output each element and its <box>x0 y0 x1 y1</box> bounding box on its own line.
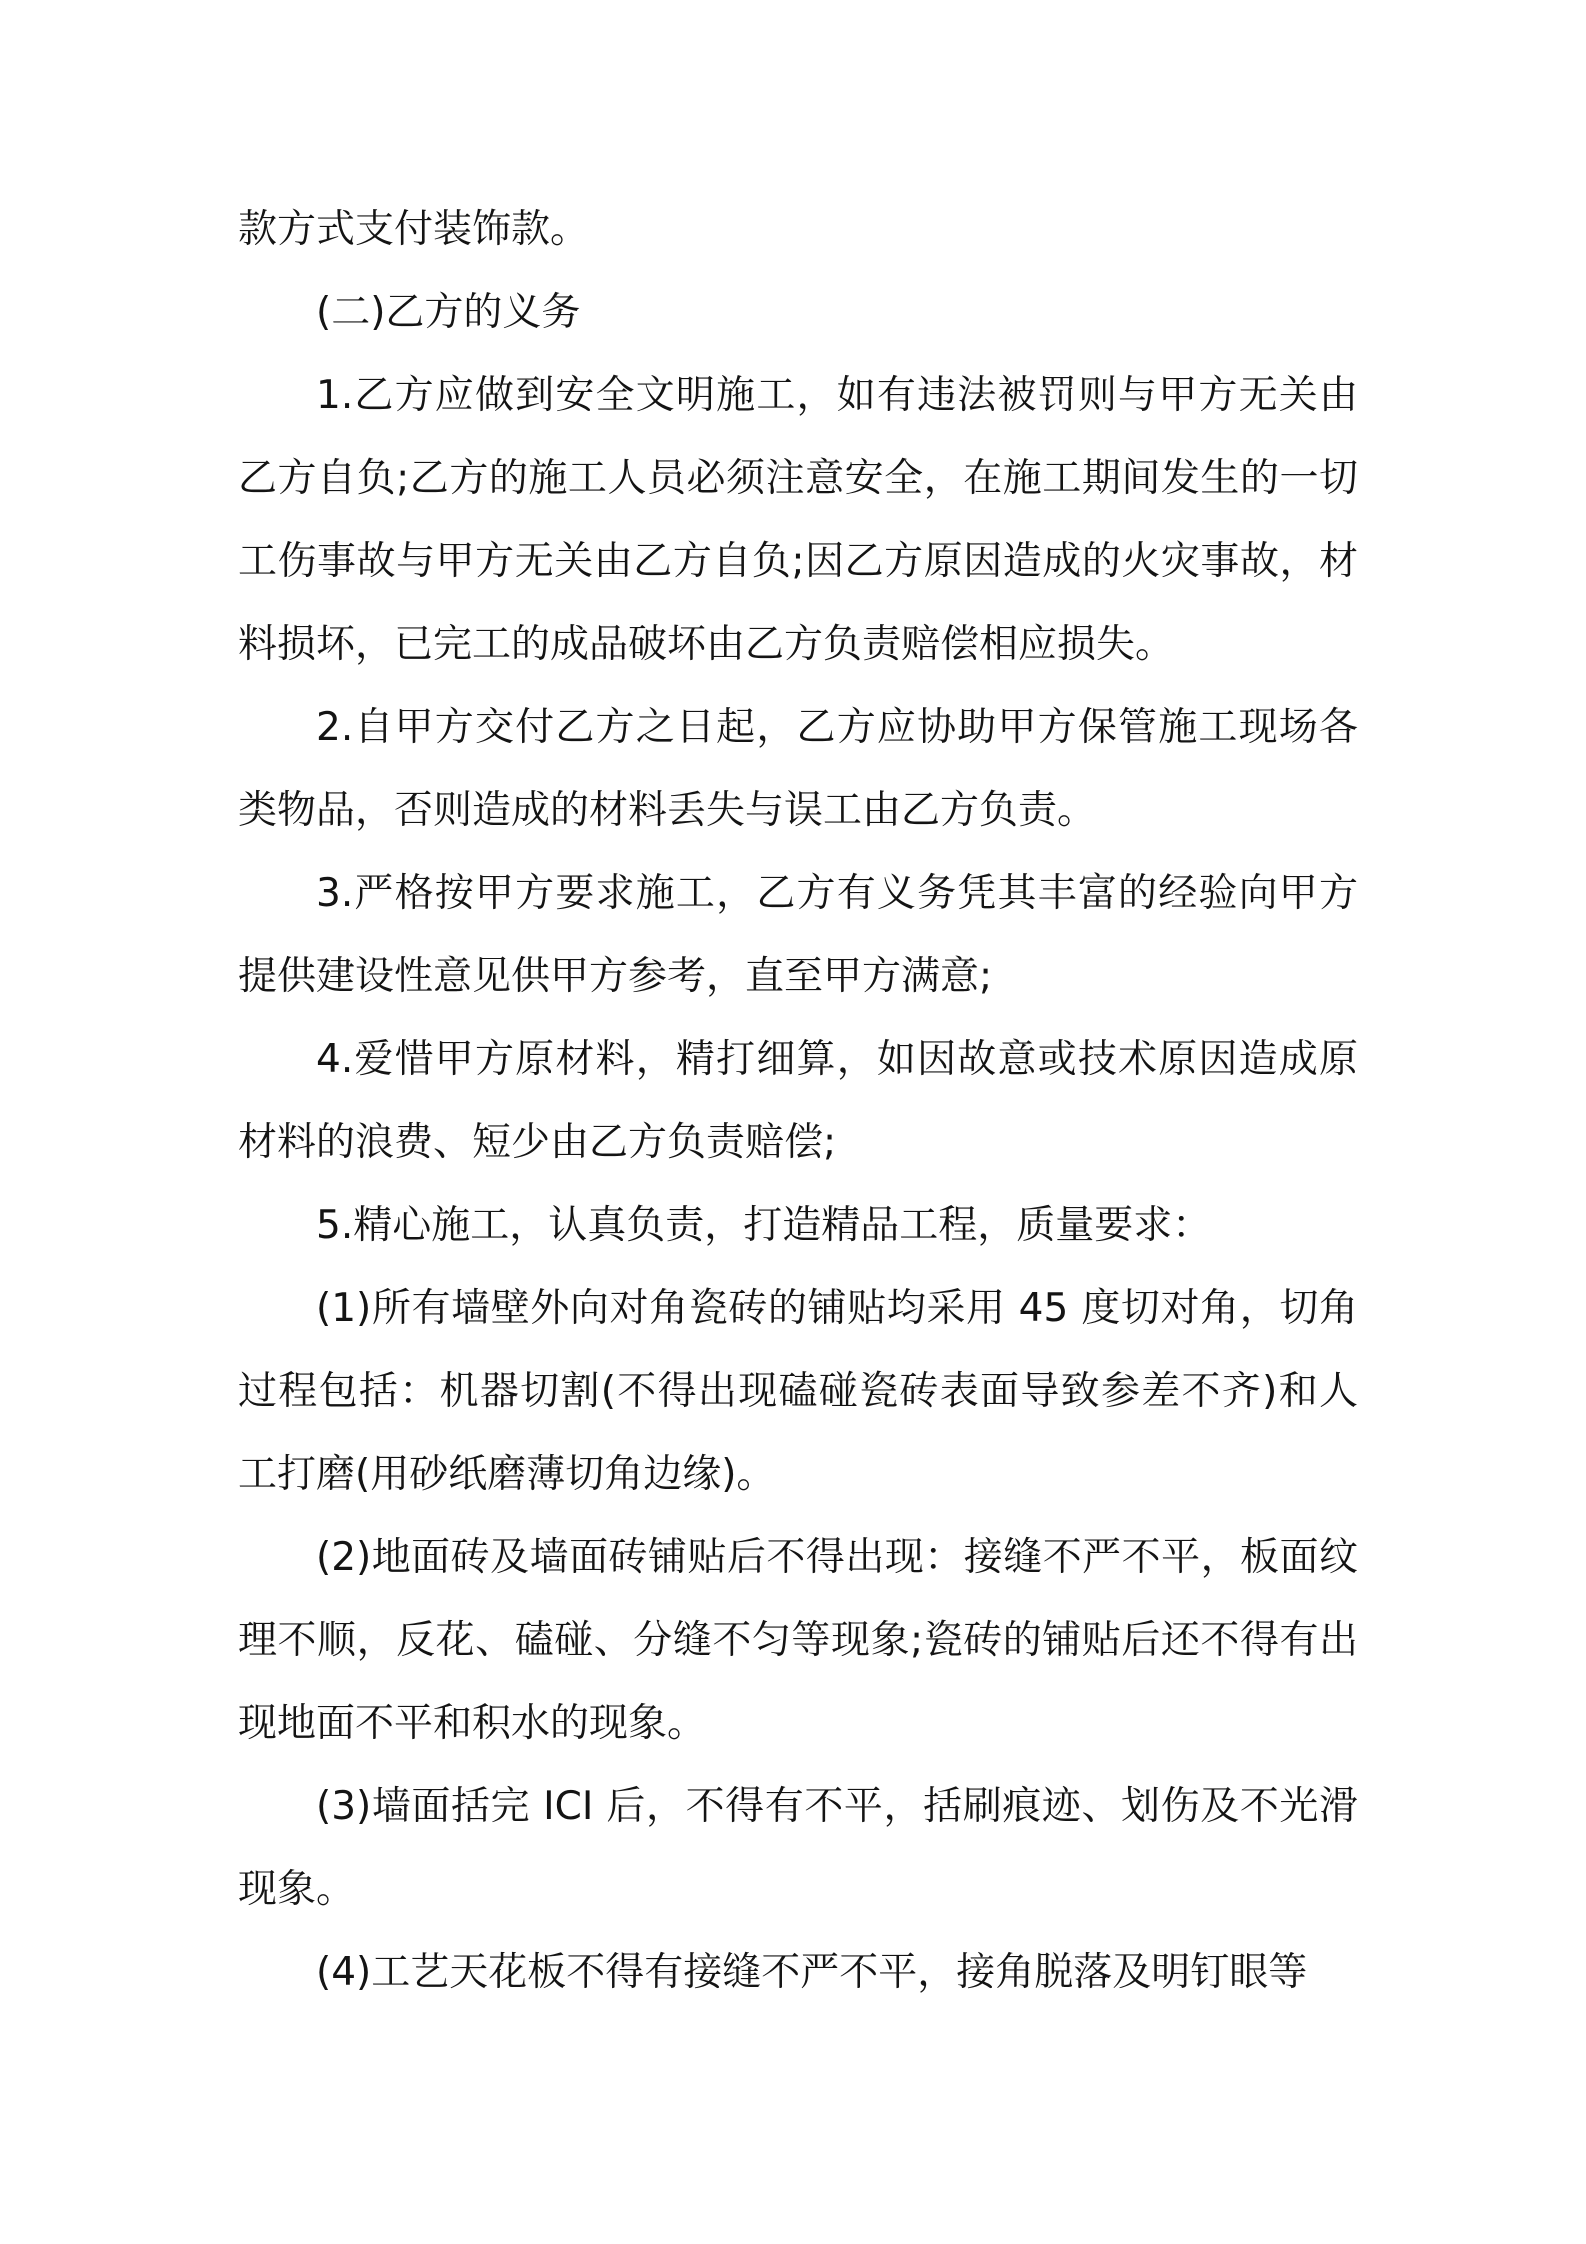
clause-4-materials: 4.爱惜甲方原材料，精打细算，如因故意或技术原因造成原材料的浪费、短少由乙方负责赔偿; <box>238 1037 1358 1165</box>
section-heading-party-b-obligations: (二)乙方的义务 <box>316 290 581 335</box>
quality-item-3-wall-finish: (3)墙面括完 ICI 后，不得有不平，括刷痕迹、划伤及不光滑现象。 <box>238 1784 1358 1912</box>
clause-2-site-custody: 2.自甲方交付乙方之日起，乙方应协助甲方保管施工现场各类物品，否则造成的材料丢失与误工由乙方负责。 <box>238 705 1358 833</box>
quality-item-1-tile-corners: (1)所有墙壁外向对角瓷砖的铺贴均采用 45 度切对角，切角过程包括：机器切割(不得出现磕碰瓷砖表面导致参差不齐)和人工打磨(用砂纸磨薄切角边缘)。 <box>238 1286 1358 1497</box>
quality-item-4-ceiling: (4)工艺天花板不得有接缝不严不平，接角脱落及明钉眼等 <box>316 1950 1308 1995</box>
quality-item-2-tile-laying: (2)地面砖及墙面砖铺贴后不得出现：接缝不严不平，板面纹理不顺，反花、磕碰、分缝不匀等现象;瓷砖的铺贴后还不得有出现地面不平和积水的现象。 <box>238 1535 1358 1746</box>
clause-5-quality: 5.精心施工，认真负责，打造精品工程，质量要求： <box>316 1203 1212 1248</box>
paragraph-payment-continuation: 款方式支付装饰款。 <box>238 207 590 252</box>
clause-3-construction-requirements: 3.严格按甲方要求施工，乙方有义务凭其丰富的经验向甲方提供建设性意见供甲方参考，直至甲方满意; <box>238 871 1358 999</box>
clause-1-safety: 1.乙方应做到安全文明施工，如有违法被罚则与甲方无关由乙方自负;乙方的施工人员必须注意安全，在施工期间发生的一切工伤事故与甲方无关由乙方自负;因乙方原因造成的火灾事故，材料损坏，已完工的成品破坏由乙方负责赔偿相应损失。 <box>238 373 1358 667</box>
document-body <box>238 188 1358 2014</box>
